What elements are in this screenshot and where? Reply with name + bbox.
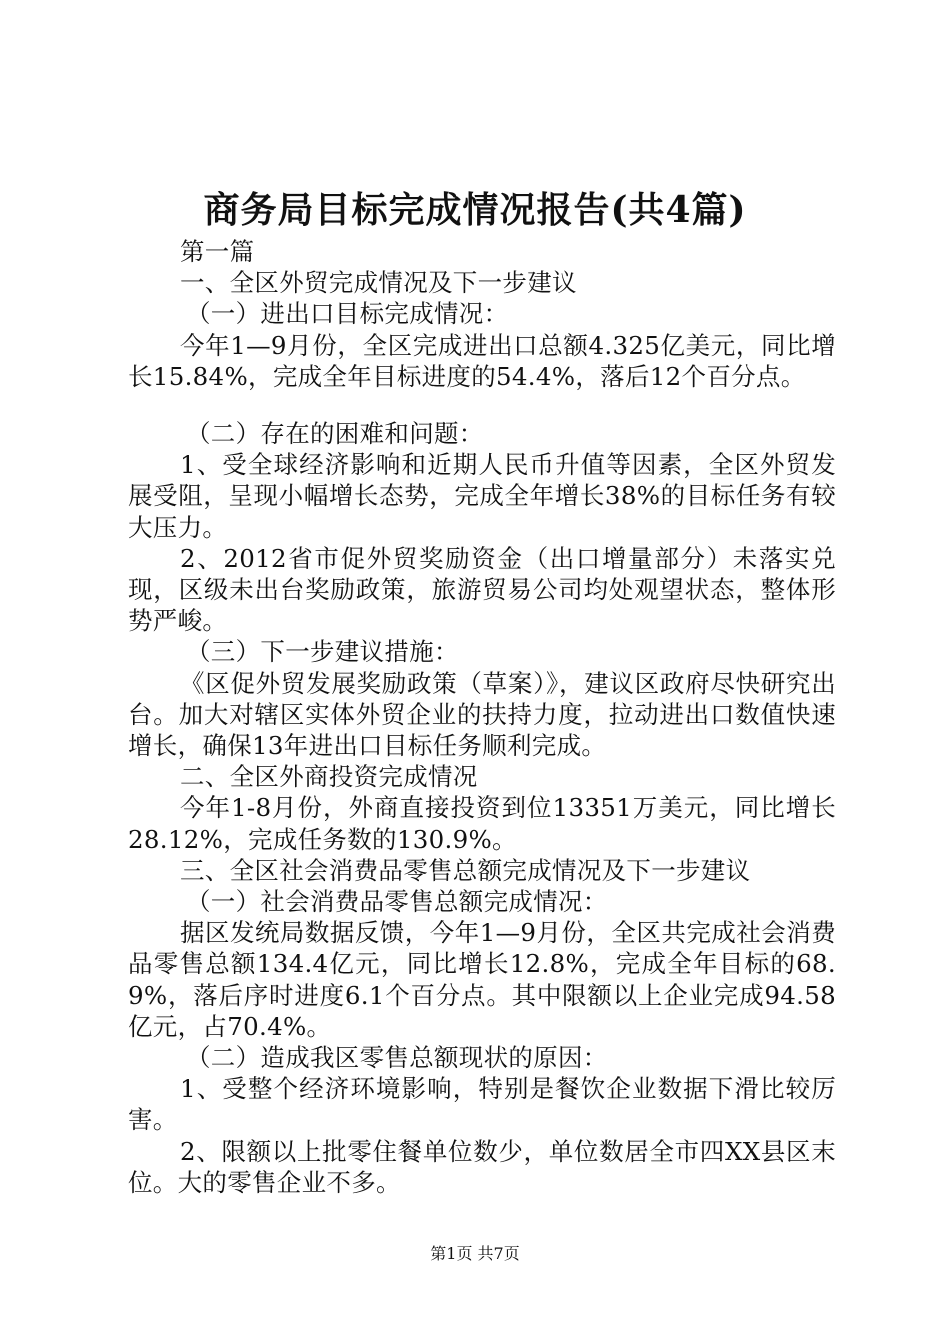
heading-trade: 一、全区外贸完成情况及下一步建议	[180, 268, 577, 298]
paragraph-retail-status: 据区发统局数据反馈，今年1—9月份，全区共完成社会消费品零售总额134.4亿元，同比增长12.8%，完成全年目标的68.9%，落后序时进度6.1个百分点。其中限额以上企业完成94.58亿元，占70.4%。	[128, 918, 836, 1041]
subheading-problems: （二）存在的困难和问题：	[186, 419, 484, 449]
paragraph-problem-2: 2、2012省市促外贸奖励资金（出口增量部分）未落实兑现，区级未出台奖励政策，旅游贸易公司均处观望状态，整体形势严峻。	[128, 543, 836, 636]
heading-retail: 三、全区社会消费品零售总额完成情况及下一步建议	[180, 855, 751, 885]
paragraph-next-steps: 《区促外贸发展奖励政策（草案）》，建议区政府尽快研究出台。加大对辖区实体外贸企业的扶持力度，拉动进出口数值快速增长，确保13年进出口目标任务顺利完成。	[128, 668, 836, 761]
subheading-retail-causes: （二）造成我区零售总额现状的原因：	[186, 1043, 608, 1073]
subheading-next-steps: （三）下一步建议措施：	[186, 637, 459, 667]
page-footer: 第1页 共7页	[430, 1244, 520, 1263]
document-body	[128, 236, 836, 1198]
heading-foreign-investment: 二、全区外商投资完成情况	[180, 762, 478, 792]
paragraph-cause-1: 1、受整个经济环境影响，特别是餐饮企业数据下滑比较厉害。	[128, 1074, 836, 1135]
paragraph-foreign-investment: 今年1-8月份，外商直接投资到位13351万美元，同比增长28.12%，完成任务数的130.9%。	[128, 793, 836, 854]
section-label: 第一篇	[180, 237, 255, 266]
document-title: 商务局目标完成情况报告(共4篇)	[203, 189, 747, 231]
paragraph-cause-2: 2、限额以上批零住餐单位数少，单位数居全市四XX县区末位。大的零售企业不多。	[128, 1136, 836, 1197]
subheading-import-export: （一）进出口目标完成情况：	[186, 299, 509, 329]
subheading-retail-status: （一）社会消费品零售总额完成情况：	[186, 887, 608, 917]
paragraph-import-export: 今年1—9月份，全区完成进出口总额4.325亿美元，同比增长15.84%，完成全年目标进度的54.4%，落后12个百分点。	[128, 330, 836, 391]
paragraph-problem-1: 1、受全球经济影响和近期人民币升值等因素，全区外贸发展受阻，呈现小幅增长态势，完成全年增长38%的目标任务有较大压力。	[128, 450, 836, 542]
